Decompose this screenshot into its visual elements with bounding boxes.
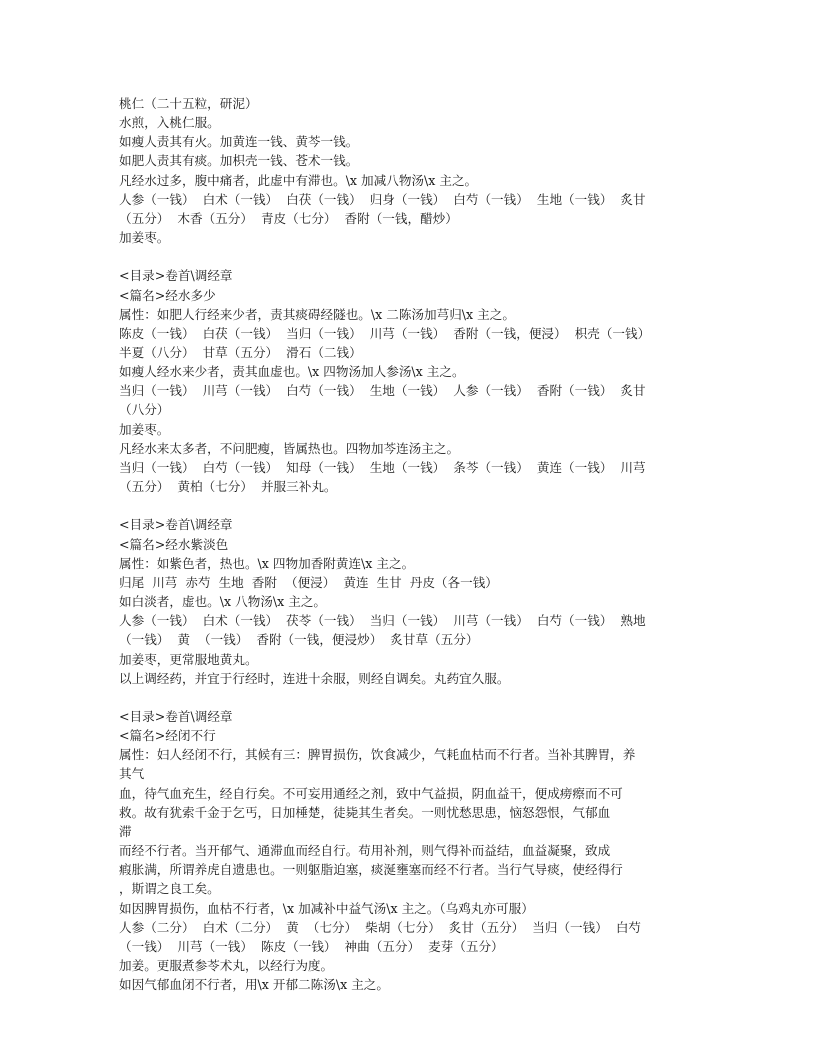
text-line: （一钱） 黄 （一钱） 香附（一钱，便浸炒） 炙甘草（五分） [119, 632, 479, 648]
text-line: 凡经水来太多者，不问肥瘦，皆属热也。四物加芩连汤主之。 [119, 440, 460, 456]
text-line: 如因气郁血闭不行者，用\x 开郁二陈汤\x 主之。 [119, 977, 389, 993]
text-line: 加姜枣，更常服地黄丸。 [119, 651, 258, 667]
text-line: 瘕胀满，所谓养虎自遗患也。一则躯脂迫塞，痰涎壅塞而经不行者。当行气导痰，使经得行 [119, 862, 623, 878]
text-line: （五分） 木香（五分） 青皮（七分） 香附（一钱，醋炒） [119, 210, 458, 226]
toc-heading: <目录>卷首\调经章 [119, 517, 233, 533]
text-line: 属性：如紫色者，热也。\x 四物加香附黄连\x 主之。 [119, 555, 415, 571]
text-line: 加姜枣。 [119, 421, 170, 437]
paragraph-gap [119, 496, 704, 515]
text-line: 水煎，入桃仁服。 [119, 115, 220, 131]
section-title: <篇名>经闭不行 [119, 728, 216, 744]
toc-heading: <目录>卷首\调经章 [119, 708, 233, 724]
text-line: 陈皮（一钱） 白茯（一钱） 当归（一钱） 川芎（一钱） 香附（一钱，便浸） 枳壳（一钱） [119, 325, 651, 341]
text-line: 当归（一钱） 白芍（一钱） 知母（一钱） 生地（一钱） 条芩（一钱） 黄连（一钱） 川芎 [119, 459, 646, 475]
text-line: 血，待气血充生，经自行矣。不可妄用通经之剂，致中气益损，阴血益干，便成痨瘵而不可 [119, 785, 623, 801]
paragraph-gap [119, 247, 704, 266]
document-page [119, 94, 704, 994]
text-line: 如瘦人责其有火。加黄连一钱、黄芩一钱。 [119, 134, 359, 150]
text-line: （八分） [119, 402, 170, 418]
text-line: （五分） 黄柏（七分） 并服三补丸。 [119, 479, 337, 495]
text-line: 人参（二分） 白术（二分） 黄 （七分） 柴胡（七分） 炙甘（五分） 当归（一钱） 白芍 [119, 919, 642, 935]
text-line: 加姜。更服煮参苓术丸，以经行为度。 [119, 957, 334, 973]
text-line: 如因脾胃损伤，血枯不行者，\x 加减补中益气汤\x 主之。（乌鸡丸亦可服） [119, 900, 534, 916]
text-line: 桃仁（二十五粒，研泥） [119, 96, 258, 111]
paragraph-gap [119, 688, 704, 707]
text-line: 当归（一钱） 川芎（一钱） 白芍（一钱） 生地（一钱） 人参（一钱） 香附（一钱） 炙甘 [119, 383, 646, 399]
text-line: 滞 [119, 823, 132, 839]
text-line: ，斯谓之良工矣。 [119, 881, 220, 897]
text-line: 如瘦人经水来少者，责其血虚也。\x 四物汤加人参汤\x 主之。 [119, 364, 465, 380]
text-line: 如肥人责其有痰。加枳壳一钱、苍术一钱。 [119, 153, 359, 169]
text-line: 其气 [119, 766, 145, 782]
text-line: 人参（一钱） 白术（一钱） 白茯（一钱） 归身（一钱） 白芍（一钱） 生地（一钱） 炙甘 [119, 191, 646, 207]
text-line: 而经不行者。当开郁气、通滞血而经自行。苟用补剂，则气得补而益结，血益凝聚，致成 [119, 843, 611, 859]
text-line: 人参（一钱） 白术（一钱） 茯苓（一钱） 当归（一钱） 川芎（一钱） 白芍（一钱） 熟地 [119, 613, 646, 629]
section-title: <篇名>经水紫淡色 [119, 536, 229, 552]
text-line: （一钱） 川芎（一钱） 陈皮（一钱） 神曲（五分） 麦芽（五分） [119, 938, 504, 954]
text-line: 凡经水过多，腹中痛者，此虚中有滞也。\x 加减八物汤\x 主之。 [119, 172, 478, 188]
text-line: 救。故有犹索千金于乞丐，日加棰楚，徒毙其生者矣。一则忧愁思患，恼怒怨恨，气郁血 [119, 804, 611, 820]
text-line: 归尾 川芎 赤芍 生地 香附 （便浸） 黄连 生甘 丹皮（各一钱） [119, 574, 498, 590]
text-line: 如白淡者，虚也。\x 八物汤\x 主之。 [119, 594, 327, 610]
text-line: 属性：妇人经闭不行，其候有三：脾胃损伤，饮食减少，气耗血枯而不行者。当补其脾胃，养 [119, 747, 636, 763]
section-title: <篇名>经水多少 [119, 287, 216, 303]
text-line: 半夏（八分） 甘草（五分） 滑石（二钱） [119, 345, 362, 361]
text-line: 属性：如肥人行经来少者，责其痰碍经隧也。\x 二陈汤加芎归\x 主之。 [119, 306, 515, 322]
text-line: 以上调经药，并宜于行经时，连进十余服，则经自调矣。丸药宜久服。 [119, 670, 510, 686]
toc-heading: <目录>卷首\调经章 [119, 268, 233, 284]
text-line: 加姜枣。 [119, 230, 170, 246]
